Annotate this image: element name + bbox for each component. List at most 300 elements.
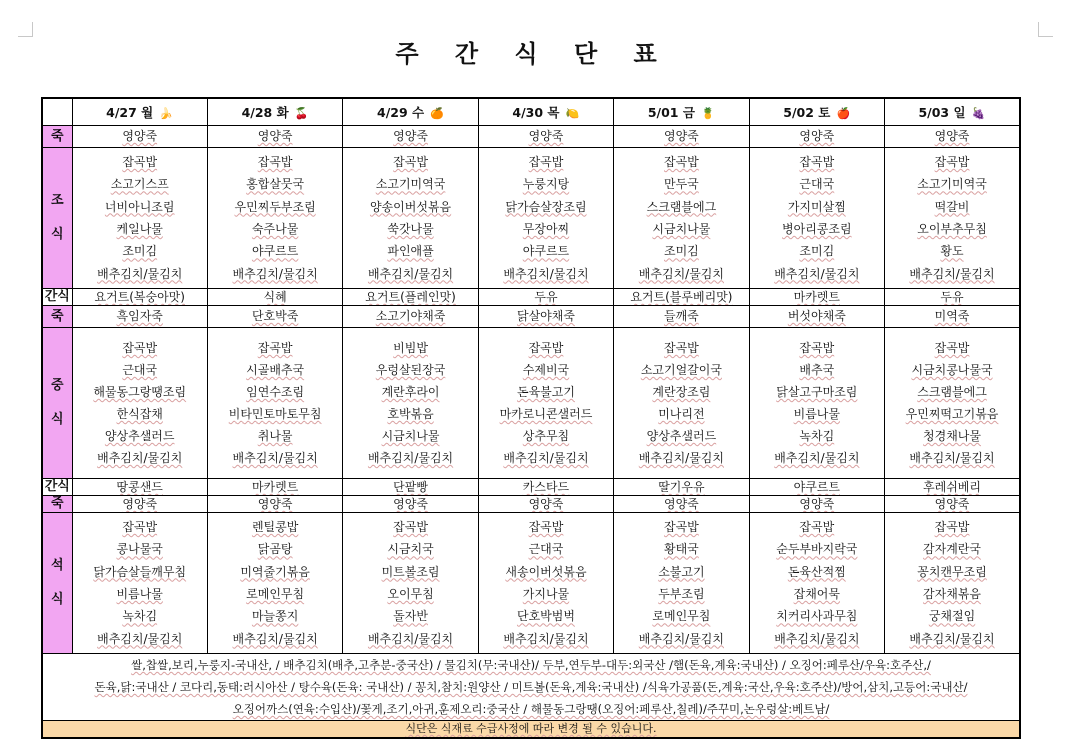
lemon-icon: 🍋: [565, 106, 580, 120]
lunch-porridge-row-cell: [885, 306, 1020, 328]
breakfast-row-label: [42, 148, 72, 289]
menu-item-text: 배추김치/물김치: [503, 266, 589, 281]
menu-item: [614, 516, 748, 538]
menu-item: [208, 381, 342, 403]
menu-item: [885, 516, 1019, 538]
menu-item: 들깨죽: [664, 309, 699, 323]
am-snack-row-cell: [207, 289, 342, 306]
menu-item: [479, 628, 613, 650]
footer-notice: [42, 721, 1020, 739]
menu-item: 카스타드: [522, 480, 570, 494]
menu-item-text: 배추김치/물김치: [367, 266, 454, 281]
breakfast-row-cell: [207, 148, 342, 289]
menu-item: [73, 516, 207, 538]
menu-item: 후레쉬베리: [923, 480, 981, 494]
lunch-row-cell: [343, 328, 478, 479]
menu-item: [885, 403, 1019, 425]
menu-item: [479, 425, 613, 447]
menu-item: [208, 425, 342, 447]
menu-item: 버섯야채죽: [787, 309, 846, 323]
banana-icon: 🍌: [159, 106, 174, 120]
menu-item-text: 병아리콩조림: [782, 222, 852, 236]
menu-item: [750, 403, 884, 425]
menu-item-text: 배추김치/물김치: [367, 631, 454, 646]
menu-item: 영양죽: [122, 129, 158, 143]
origin-note-text: 오징어까스(연육:수입산)/꽃게,조기,아귀,훈제오리:중국산 / 해물동그랑땡(오징어:페루산,칠레)/주꾸미,논우렁살:베트남/: [232, 702, 830, 716]
menu-item: [343, 516, 477, 538]
menu-item-text: 배추김치/물김치: [232, 451, 318, 465]
menu-item: [73, 381, 207, 403]
pm-snack-row-cell: [72, 479, 207, 496]
menu-item-text: 소고기스프: [110, 177, 169, 192]
breakfast-porridge-row-cell: [72, 126, 207, 148]
menu-item-text: 치커리사과무침: [776, 609, 858, 624]
menu-item: [208, 605, 342, 627]
menu-item-text: 잡곡밥: [799, 341, 835, 355]
menu-item: [614, 381, 748, 403]
menu-item-text: 케일나물: [116, 222, 163, 236]
menu-item-text: 잡곡밥: [122, 341, 158, 355]
menu-item: [885, 561, 1019, 583]
menu-item: [885, 381, 1019, 403]
menu-item: [885, 240, 1019, 262]
lunch-porridge-row-cell: [614, 306, 749, 328]
menu-item-text: 야쿠르트: [251, 244, 299, 259]
menu-item: 단호박죽: [251, 309, 299, 323]
menu-item: [479, 218, 613, 240]
menu-item: [343, 403, 477, 425]
menu-item-text: 녹차김: [122, 609, 158, 624]
menu-item: 소고기야채죽: [375, 309, 446, 323]
menu-item-text: 미역줄기볶음: [240, 564, 310, 579]
menu-item-text: 렌틸콩밥: [251, 520, 299, 535]
menu-item-text: 닭살고구마조림: [776, 385, 858, 399]
menu-item-text: 배추김치/물김치: [638, 631, 724, 646]
menu-item: [614, 359, 748, 381]
menu-item-text: 상추무침: [522, 429, 570, 443]
dinner-porridge-row: [42, 496, 1020, 513]
menu-item: [73, 561, 207, 583]
menu-item: [73, 425, 207, 447]
label-char: 식: [50, 227, 64, 242]
label-char: 석: [50, 558, 64, 573]
menu-item-text: 시금치국: [387, 542, 434, 557]
breakfast-row-cell: [72, 148, 207, 289]
dinner-porridge-row-label: 죽: [42, 496, 72, 513]
am-snack-row-cell: [72, 289, 207, 306]
menu-item: [479, 263, 613, 285]
day-date: 5/01 금: [647, 105, 695, 120]
dinner-row-cell: [207, 513, 342, 654]
menu-item-text: 돈육산적찜: [787, 564, 846, 579]
menu-item: [750, 538, 884, 560]
menu-item: [885, 583, 1019, 605]
menu-item: [885, 151, 1019, 173]
menu-item-text: 배추김치/물김치: [774, 451, 860, 465]
breakfast-row: [42, 148, 1020, 289]
menu-item-text: 시금치콩나물국: [911, 363, 993, 377]
menu-item: 땅콩샌드: [116, 480, 163, 494]
menu-item: 영양죽: [799, 129, 835, 143]
menu-item: [750, 605, 884, 627]
origin-note-text: 쌀,찹쌀,보리,누룽지-국내산, / 배추김치(배추,고추분-중국산) / 물김치(무:국내산)/ 두부,연두부-대두:외국산 /햄(돈육,계육:국내산) / 오징어:페루산/우육:호주산,/: [131, 658, 931, 672]
menu-item-text: 수제비국: [522, 363, 570, 377]
menu-item: [750, 173, 884, 195]
menu-item: 야쿠르트: [793, 480, 840, 494]
menu-item-text: 콩나물국: [116, 542, 163, 557]
pm-snack-row-cell: [614, 479, 749, 496]
menu-item: 미역죽: [934, 309, 970, 323]
menu-item-text: 양송이버섯볶음: [369, 199, 452, 214]
menu-item-text: 소고기미역국: [375, 177, 446, 192]
menu-item: [614, 151, 748, 173]
menu-item: [885, 173, 1019, 195]
menu-item: [614, 628, 748, 650]
breakfast-porridge-row-cell: [207, 126, 342, 148]
menu-item-text: 황태국: [664, 542, 699, 557]
menu-item-text: 소불고기: [658, 564, 705, 579]
menu-item: [208, 359, 342, 381]
menu-item-text: 비타민토마토무침: [228, 407, 322, 421]
menu-item: 영양죽: [257, 497, 293, 511]
menu-item-text: 돌자반: [393, 609, 428, 624]
breakfast-porridge-row: [42, 126, 1020, 148]
menu-item-text: 마늘쫑지: [251, 609, 299, 624]
menu-item-text: 호박볶음: [387, 407, 434, 421]
menu-item-text: 배추김치/물김치: [97, 266, 183, 281]
menu-item-text: 감자채볶음: [923, 587, 981, 601]
menu-item: [343, 381, 477, 403]
am-snack-row-cell: [614, 289, 749, 306]
day-header: [72, 98, 207, 126]
dinner-row: [42, 513, 1020, 654]
menu-item: [208, 263, 342, 285]
menu-item-text: 가지나물: [522, 587, 570, 601]
menu-item: [208, 561, 342, 583]
menu-item: [343, 583, 477, 605]
menu-item: [885, 263, 1019, 285]
menu-item-text: 잡곡밥: [934, 520, 970, 535]
menu-item: [343, 151, 477, 173]
menu-item-text: 잡곡밥: [122, 520, 158, 535]
menu-item: [614, 196, 748, 218]
pm-snack-row-cell: [207, 479, 342, 496]
menu-item: 영양죽: [934, 129, 970, 143]
day-header: [207, 98, 342, 126]
menu-item-text: 닭가슴살장조림: [505, 199, 587, 214]
day-date: 5/03 일: [918, 105, 966, 120]
menu-item: [343, 240, 477, 262]
menu-item: [885, 447, 1019, 469]
menu-item-text: 쑥갓나물: [387, 222, 434, 236]
menu-item-text: 마카로니콘샐러드: [499, 407, 593, 421]
day-date: 4/28 화: [241, 105, 289, 120]
menu-item: 영양죽: [664, 497, 699, 511]
menu-item-text: 황도: [940, 244, 964, 259]
page-title: 주 간 식 단 표: [395, 40, 671, 68]
menu-item: [343, 218, 477, 240]
orange-icon: 🍊: [430, 106, 444, 120]
menu-item-text: 잡곡밥: [799, 155, 835, 170]
breakfast-porridge-row-cell: [885, 126, 1020, 148]
menu-item-text: 잡곡밥: [393, 520, 428, 535]
menu-item-text: 궁채절임: [928, 609, 976, 624]
breakfast-row-cell: [343, 148, 478, 289]
menu-item-text: 배추김치/물김치: [638, 451, 724, 465]
menu-item: [479, 173, 613, 195]
dinner-row-cell: [749, 513, 884, 654]
dinner-porridge-row-cell: [749, 496, 884, 513]
menu-item: [343, 196, 477, 218]
lunch-porridge-row-cell: [478, 306, 613, 328]
menu-item: [208, 173, 342, 195]
menu-item-text: 우렁살된장국: [375, 363, 446, 377]
menu-item: [614, 218, 748, 240]
menu-item-text: 닭곰탕: [257, 542, 293, 557]
menu-item-text: 닭가슴살들깨무침: [93, 564, 187, 579]
menu-item: [208, 240, 342, 262]
menu-item-text: 한식잡채: [116, 407, 163, 421]
menu-item: [343, 447, 477, 469]
menu-item: [885, 337, 1019, 359]
menu-item: 영양죽: [934, 497, 970, 511]
menu-item: [479, 538, 613, 560]
lunch-porridge-row-cell: [749, 306, 884, 328]
dinner-row-cell: [343, 513, 478, 654]
menu-item-text: 로메인무침: [246, 587, 305, 601]
label-char: 조: [50, 193, 64, 208]
label-char: 식: [50, 592, 64, 607]
menu-item-text: 잡곡밥: [122, 155, 158, 170]
menu-item-text: 배추김치/물김치: [97, 631, 183, 646]
origin-note: [42, 654, 1020, 721]
menu-item-text: 배추김치/물김치: [503, 451, 589, 465]
menu-item-text: 누룽지탕: [522, 177, 570, 192]
dinner-row-cell: [614, 513, 749, 654]
lunch-porridge-row-cell: [72, 306, 207, 328]
lunch-porridge-row-cell: [207, 306, 342, 328]
menu-item-text: 잡곡밥: [257, 341, 293, 355]
menu-item-text: 잡곡밥: [528, 520, 564, 535]
menu-item-text: 잡채어묵: [793, 587, 840, 601]
menu-item-text: 우민찌두부조림: [234, 199, 316, 214]
menu-item-text: 오이부추무침: [917, 222, 987, 236]
menu-item: 요거트(블루베리맛): [630, 290, 733, 304]
menu-item: [73, 628, 207, 650]
menu-item: 영양죽: [393, 497, 428, 511]
menu-item: [614, 561, 748, 583]
menu-item-text: 배추김치/물김치: [909, 631, 995, 646]
menu-item: [73, 403, 207, 425]
footer-text: 식단은 식재료 수급사정에 따라 변경 될 수 있습니다.: [405, 722, 657, 735]
menu-item: [750, 425, 884, 447]
menu-item-text: 야쿠르트: [522, 244, 570, 259]
origin-note-text: 돈육,닭:국내산 / 코다리,동태:러시아산 / 탕수육(돈육: 국내산) / 꽁치,참치:원양산 / 미트볼(돈육,계육:국내산) /식육가공품(돈,계육:국산,우육:호주산)/방어,삼치,고등어:국내산/: [94, 680, 968, 694]
menu-item-text: 근대국: [799, 177, 835, 192]
menu-item-text: 계란후라이: [381, 385, 440, 399]
menu-item: [73, 240, 207, 262]
day-date: 4/30 목: [512, 105, 560, 120]
menu-item: 두유: [534, 290, 558, 304]
menu-item: [73, 583, 207, 605]
day-header-row: [42, 98, 1020, 126]
pm-snack-row-cell: [749, 479, 884, 496]
menu-item: [750, 151, 884, 173]
lunch-row: [42, 328, 1020, 479]
apple-icon: 🍎: [836, 106, 851, 120]
origin-note-line: [43, 698, 1019, 720]
corner-cell: [42, 98, 72, 126]
menu-item: [750, 583, 884, 605]
menu-item: 영양죽: [257, 129, 293, 143]
menu-item-text: 무장아찌: [522, 222, 570, 236]
menu-item-text: 배추김치/물김치: [232, 631, 318, 646]
menu-item: [885, 359, 1019, 381]
menu-item-text: 너비아니조림: [104, 199, 175, 214]
day-date: 4/29 수: [377, 105, 425, 120]
menu-item: [614, 337, 748, 359]
dinner-porridge-row-cell: [478, 496, 613, 513]
menu-item: [750, 628, 884, 650]
menu-item: [750, 196, 884, 218]
menu-item: [479, 337, 613, 359]
dinner-porridge-row-cell: [343, 496, 478, 513]
breakfast-porridge-row-cell: [749, 126, 884, 148]
menu-item: 영양죽: [393, 129, 428, 143]
menu-item: [73, 196, 207, 218]
pm-snack-row-label: 간식: [42, 479, 72, 496]
menu-item-text: 비름나물: [793, 407, 840, 421]
menu-item-text: 배추김치/물김치: [909, 451, 995, 465]
cherry-icon: 🍒: [294, 106, 309, 120]
menu-item-text: 녹차김: [799, 429, 835, 443]
menu-item-text: 새송이버섯볶음: [505, 564, 587, 579]
menu-item-text: 조미김: [799, 244, 835, 259]
menu-item: [343, 359, 477, 381]
dinner-row-label: [42, 513, 72, 654]
menu-item-text: 배추김치/물김치: [774, 266, 860, 281]
menu-item: [885, 218, 1019, 240]
menu-item: [343, 561, 477, 583]
day-header: [343, 98, 478, 126]
menu-item-text: 잡곡밥: [528, 155, 564, 170]
menu-item: 영양죽: [122, 497, 158, 511]
lunch-porridge-row-label: 죽: [42, 306, 72, 328]
menu-item: [73, 173, 207, 195]
menu-item: [614, 425, 748, 447]
menu-item: [73, 218, 207, 240]
menu-item: [208, 218, 342, 240]
am-snack-row-cell: [749, 289, 884, 306]
menu-item-text: 두부조림: [658, 587, 705, 601]
menu-item: [208, 403, 342, 425]
menu-item: 영양죽: [664, 129, 699, 143]
menu-item: 딸기우유: [658, 480, 705, 494]
menu-item: [208, 583, 342, 605]
menu-item: [750, 381, 884, 403]
menu-item-text: 조미김: [664, 244, 699, 259]
menu-item-text: 잡곡밥: [664, 155, 699, 170]
menu-item: [479, 359, 613, 381]
pineapple-icon: 🍍: [701, 106, 715, 120]
menu-item-text: 배추김치/물김치: [232, 266, 318, 281]
menu-item-text: 배추김치/물김치: [503, 631, 589, 646]
menu-item: [614, 173, 748, 195]
menu-item: [208, 516, 342, 538]
breakfast-porridge-row-cell: [478, 126, 613, 148]
pm-snack-row-cell: [478, 479, 613, 496]
menu-item: [343, 425, 477, 447]
menu-item-text: 가지미살찜: [787, 199, 846, 214]
menu-item: [750, 516, 884, 538]
menu-item-text: 숙주나물: [251, 222, 299, 236]
day-header: [614, 98, 749, 126]
day-header: [478, 98, 613, 126]
menu-item: [343, 263, 477, 285]
menu-item-text: 로메인무침: [652, 609, 711, 624]
menu-item-text: 시골배추국: [246, 363, 305, 377]
dinner-porridge-row-cell: [885, 496, 1020, 513]
menu-item-text: 잡곡밥: [528, 341, 564, 355]
breakfast-porridge-row-cell: [614, 126, 749, 148]
menu-item: [614, 403, 748, 425]
menu-item: [343, 628, 477, 650]
footer-row: [42, 721, 1020, 739]
menu-item-text: 배추국: [799, 363, 835, 377]
breakfast-porridge-row-cell: [343, 126, 478, 148]
menu-item: [208, 538, 342, 560]
menu-item-text: 비름나물: [116, 587, 163, 601]
menu-item: [479, 447, 613, 469]
menu-item: [73, 605, 207, 627]
dinner-row-cell: [72, 513, 207, 654]
am-snack-row-cell: [885, 289, 1020, 306]
am-snack-row-cell: [478, 289, 613, 306]
menu-item: [343, 538, 477, 560]
menu-item: [73, 263, 207, 285]
label-char: 중: [50, 378, 64, 393]
menu-item: [479, 605, 613, 627]
menu-item-text: 잡곡밥: [393, 155, 428, 170]
menu-item-text: 시금치나물: [381, 429, 440, 443]
breakfast-row-cell: [478, 148, 613, 289]
menu-item: [479, 583, 613, 605]
origin-note-line: [43, 676, 1019, 698]
menu-item-text: 만두국: [664, 177, 699, 192]
menu-item: 식혜: [263, 290, 287, 304]
menu-item: 영양죽: [528, 497, 564, 511]
menu-item: [479, 240, 613, 262]
menu-item-text: 스크램블에그: [646, 199, 717, 214]
menu-item-text: 잡곡밥: [664, 520, 699, 535]
breakfast-row-cell: [749, 148, 884, 289]
menu-item: [750, 263, 884, 285]
menu-item-text: 비빔밥: [393, 341, 428, 355]
menu-item: [343, 337, 477, 359]
menu-item-text: 스크램블에그: [917, 385, 987, 399]
menu-item-text: 조미김: [122, 244, 158, 259]
menu-item-text: 꽁치캔무조림: [917, 564, 987, 579]
menu-item: [614, 605, 748, 627]
menu-item: 마카렛트: [251, 480, 299, 494]
lunch-row-cell: [614, 328, 749, 479]
menu-item: [73, 538, 207, 560]
menu-item: [750, 447, 884, 469]
label-char: 식: [50, 412, 64, 427]
menu-item: [885, 605, 1019, 627]
menu-item: [614, 447, 748, 469]
menu-item-text: 감자계란국: [923, 542, 981, 557]
